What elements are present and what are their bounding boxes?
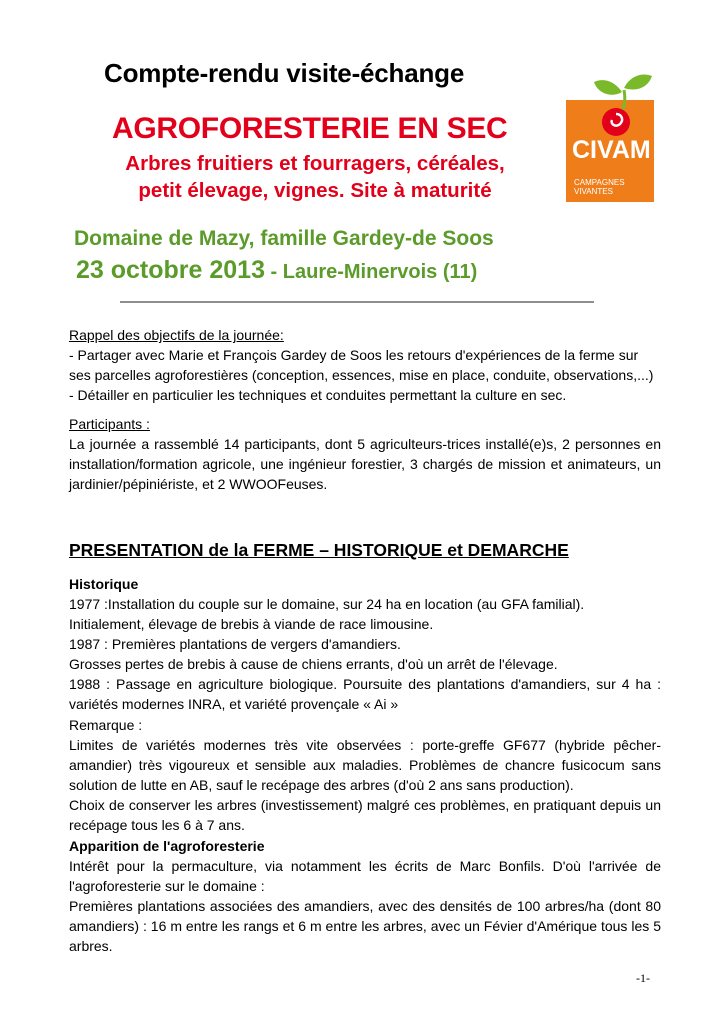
objectives-line: - Partager avec Marie et François Gardey de Soos les retours d'expériences de la ferme sur: [69, 347, 639, 363]
remarque-block: [69, 715, 661, 835]
logo-tagline-line: VIVANTES: [574, 187, 613, 196]
objectives-line: - Détailler en particulier les techniques et conduites permettant la culture en sec.: [69, 387, 567, 403]
agroforesterie-heading: Apparition de l'agroforesterie: [69, 838, 265, 854]
sprout-icon: [566, 70, 654, 140]
remarque-heading: Remarque :: [69, 717, 143, 733]
participants-block: [69, 414, 661, 494]
remarque-para: Choix de conserver les arbres (investissement) malgré ces problèmes, en pratiquant depuis un recépage tous les 6 à 7 ans.: [69, 797, 661, 833]
participants-heading: Participants :: [69, 416, 150, 432]
agroforesterie-block: [69, 836, 661, 956]
page-number: -1-: [636, 971, 650, 985]
remarque-para: Limites de variétés modernes très vite observées : porte-greffe GF677 (hybride pêcher-amandier) très vigoureux et sensible aux maladies. Problèmes de chancre fusicocum sans solution de lutte en AB, sauf le recépage des arbres (d'où 2 ans sans production).: [69, 737, 661, 793]
visit-location: - Laure-Minervois (11): [265, 261, 478, 283]
agroforesterie-para: Intérêt pour la permaculture, via notamment les écrits de Marc Bonfils. D'où l'arrivée de l'agroforesterie sur le domaine :: [69, 858, 661, 894]
section-title: PRESENTATION de la FERME – HISTORIQUE et DEMARCHE: [69, 540, 569, 560]
historique-block: [69, 574, 661, 714]
subtitle-line: petit élevage, vignes. Site à maturité: [138, 179, 492, 202]
date-location: [76, 256, 477, 285]
header-divider: [120, 301, 594, 303]
domain-name: Domaine de Mazy, famille Gardey-de Soos: [74, 227, 494, 250]
objectives-line: ses parcelles agroforestières (conception, essences, mise en place, conduite, observations,...): [69, 367, 654, 383]
agroforesterie-para: Premières plantations associées des amandiers, avec des densités de 100 arbres/ha (dont 80 amandiers) : 16 m entre les rangs et 6 m entre les arbres, avec un Févier d'Amérique tous les 5 arbres.: [69, 898, 661, 954]
objectives-block: [69, 325, 661, 405]
historique-line: 1977 :Installation du couple sur le domaine, sur 24 ha en location (au GFA familial).: [69, 596, 585, 612]
document-title: Compte-rendu visite-échange: [104, 58, 465, 88]
historique-line: Grosses pertes de brebis à cause de chiens errants, d'où un arrêt de l'élevage.: [69, 656, 558, 672]
subtitle: [90, 150, 540, 204]
logo-tagline: [574, 178, 625, 196]
civam-logo: [566, 70, 654, 202]
objectives-heading: Rappel des objectifs de la journée:: [69, 327, 284, 343]
main-title: AGROFORESTERIE EN SEC: [112, 112, 508, 145]
historique-1988: 1988 : Passage en agriculture biologique. Poursuite des plantations d'amandiers, sur 4 ha : variétés modernes INRA, et variété provençale « Ai »: [69, 676, 661, 712]
participants-text: La journée a rassemblé 14 participants, dont 5 agriculteurs-trices installé(e)s, 2 personnes en installation/formation agricole, une ingénieur forestier, 3 chargés de mission et animateurs, un jardinier/pépiniériste, et 2 WWOOFeuses.: [69, 436, 661, 492]
historique-line: 1987 : Premières plantations de vergers d'amandiers.: [69, 636, 401, 652]
visit-date: 23 octobre 2013: [76, 256, 265, 284]
historique-line: Initialement, élevage de brebis à viande de race limousine.: [69, 616, 434, 632]
historique-heading: Historique: [69, 576, 139, 592]
logo-wordmark: CIVAM: [572, 136, 651, 164]
logo-tagline-line: CAMPAGNES: [574, 178, 625, 187]
subtitle-line: Arbres fruitiers et fourragers, céréales,: [125, 152, 505, 175]
